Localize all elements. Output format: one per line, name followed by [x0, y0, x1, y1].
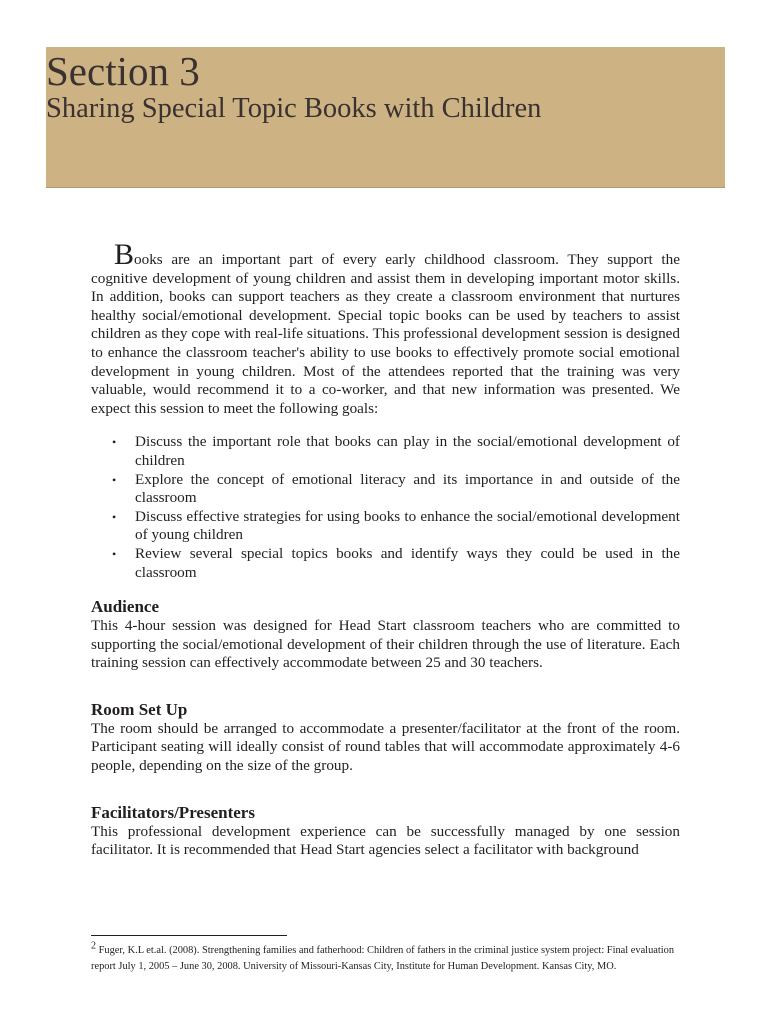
facilitators-section — [91, 803, 680, 860]
goal-item — [112, 507, 680, 545]
goal-text: Review several special topics books and identify ways they could be used in the classroom — [135, 544, 680, 581]
drop-cap-letter: B — [114, 238, 135, 271]
room-setup-section — [91, 700, 680, 776]
audience-body: This 4-hour session was designed for Head Start classroom teachers who are committed to supporting the social/emotional development of their children through the use of literature. Each training session can effectively accommodate between 25 and 30 teachers. — [91, 617, 680, 672]
facilitators-body: This professional development experience can be successfully managed by one session facilitator. It is recommended that Head Start agencies select a facilitator with background — [91, 822, 680, 859]
room-setup-heading: Room Set Up — [91, 699, 188, 719]
footnote-marker: 2 — [91, 940, 96, 952]
section-subtitle: Sharing Special Topic Books with Children — [46, 93, 542, 124]
bullet-icon: • — [112, 509, 117, 524]
intro-paragraph — [91, 238, 680, 418]
intro-text: ooks are an important part of every early childhood classroom. They support the cognitive development of young children and assist them in developing important motor skills. In addition, books can support teachers as they create a classroom environment that nurtures healthy social/emotional development. Special topic books can be used by teachers to assist children as they cope with real-life situations. This professional development session is designed to enhance the classroom teacher's ability to use books to effectively promote social emotional development in young children. Most of the attendees reported that the training was very valuable, would recommend it to a co-worker, and that new information was presented. We expect this session to meet the following goals: — [91, 251, 680, 417]
main-content — [91, 238, 680, 860]
room-setup-body: The room should be arranged to accommodate a presenter/facilitator at the front of the room. Participant seating will ideally consist of round tables that will accommodate approximately 4-6 people, depending on the size of the group. — [91, 719, 680, 775]
goal-item — [112, 544, 680, 582]
goal-item — [112, 470, 680, 508]
footnote — [91, 940, 680, 974]
facilitators-heading: Facilitators/Presenters — [91, 802, 255, 822]
goals-list — [91, 433, 680, 582]
goal-text: Discuss effective strategies for using books to enhance the social/emotional development of young children — [135, 507, 680, 544]
goal-text: Discuss the important role that books can play in the social/emotional development of children — [135, 433, 680, 469]
bullet-icon: • — [112, 435, 117, 450]
audience-section — [91, 597, 680, 673]
footnote-divider — [91, 935, 287, 936]
section-number-title: Section 3 — [46, 48, 200, 94]
goal-text: Explore the concept of emotional literacy and its importance in and outside of the classroom — [135, 470, 680, 507]
goal-item — [112, 433, 680, 470]
audience-heading: Audience — [91, 597, 159, 617]
bullet-icon: • — [112, 472, 117, 487]
bullet-icon: • — [112, 546, 117, 561]
footnote-text: Fuger, K.L et.al. (2008). Strengthening families and fatherhood: Children of fathers in the criminal justice system project: Final evaluation report July 1, 2005 – June 30, 2008. University of Missouri-Kansas City, Institute for Human Development. Kansas City, MO. — [91, 945, 675, 972]
section-header-band — [46, 47, 725, 188]
